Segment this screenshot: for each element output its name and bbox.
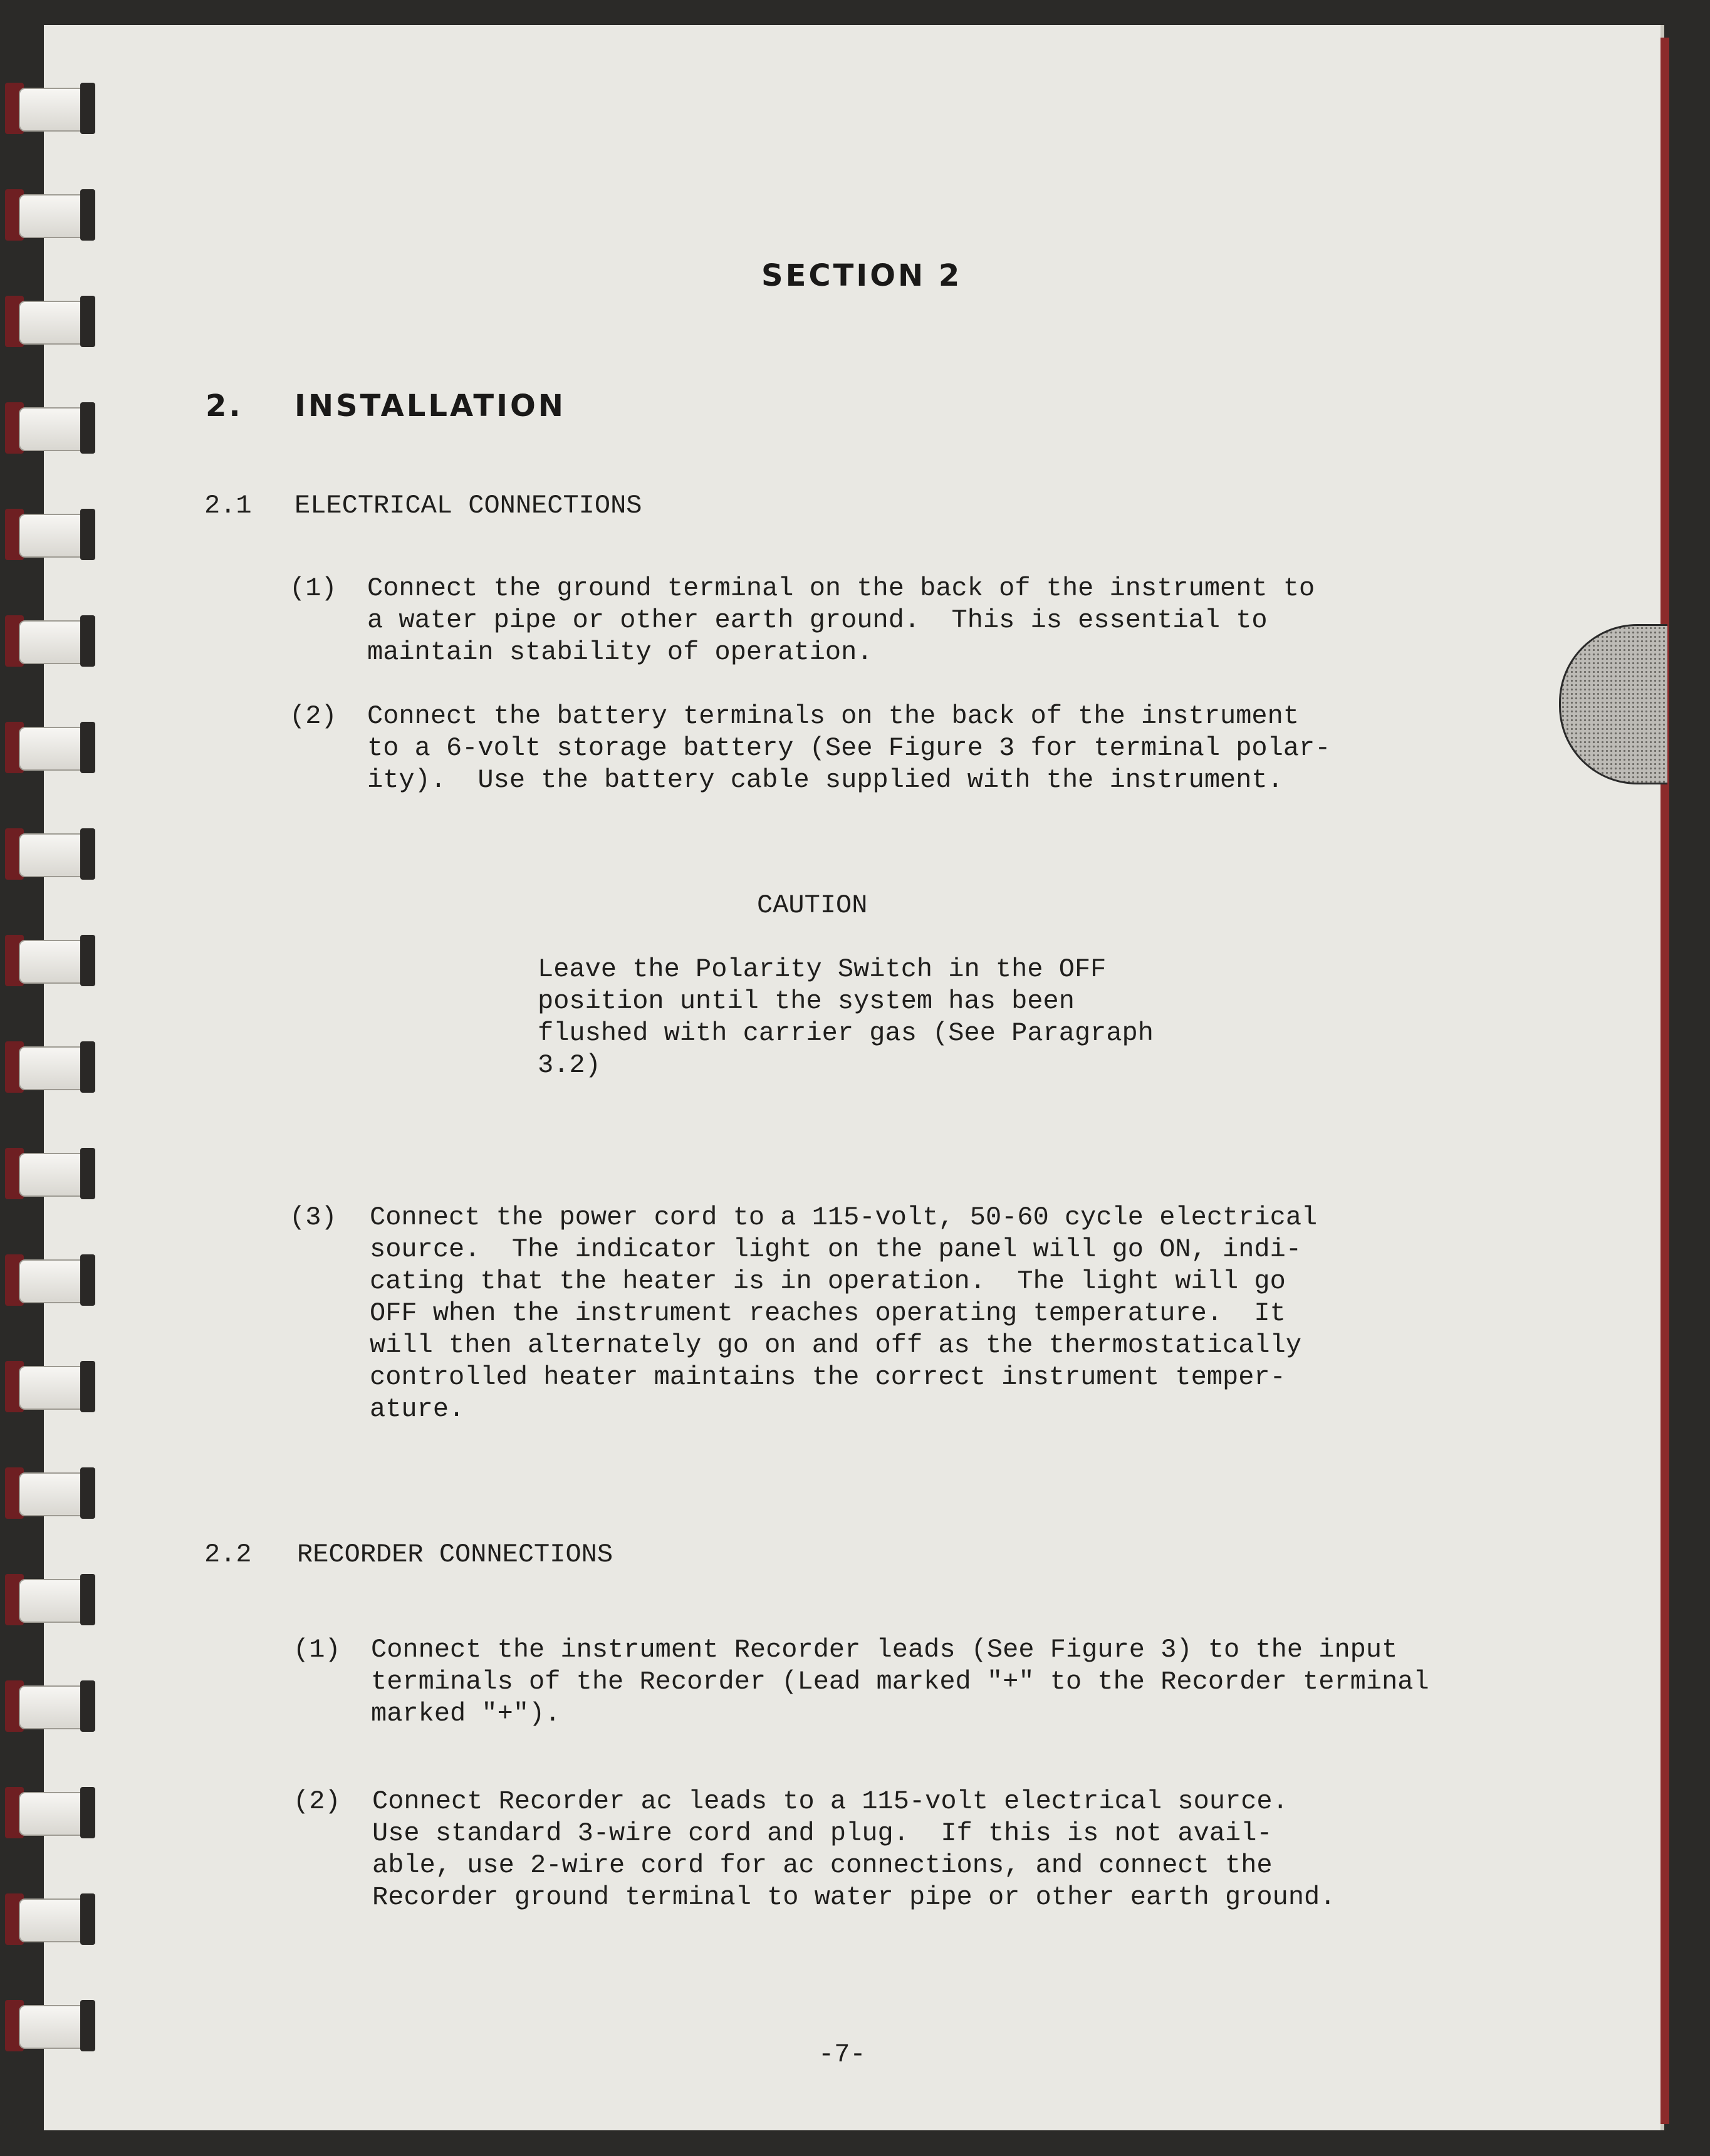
binding-ring: [5, 1574, 99, 1625]
binding-ring: [5, 1467, 99, 1519]
binding-ring: [5, 296, 99, 347]
binding-ring: [5, 402, 99, 454]
chapter-title: INSTALLATION: [295, 388, 566, 424]
step-label: (3): [289, 1202, 337, 1232]
section-title: SECTION 2: [761, 258, 962, 293]
step-text: Connect the battery terminals on the back of the instrument to a 6-volt storage battery (See Figure 3 for terminal polar- ity). Use the battery cable supplied with the instrument.: [367, 701, 1331, 795]
subsection-number: 2.2: [204, 1539, 252, 1570]
chapter-number: 2.: [206, 388, 243, 424]
step-text: Connect the power cord to a 115-volt, 50-60 cycle electrical source. The indicator light on the panel will go ON, indi- cating that the heater is in operation. The light will go OFF when the instrument reaches operating temperature. It will then alternately go on and off as the thermostatically controlled heater maintains the correct instrument temper- ature.: [370, 1202, 1318, 1424]
binding-ring: [5, 722, 99, 773]
subsection-title: RECORDER CONNECTIONS: [297, 1539, 613, 1570]
page-number: -7-: [818, 2039, 866, 2070]
caution-text: Leave the Polarity Switch in the OFF position until the system has been flushed with carrier gas (See Paragraph 3.2): [538, 954, 1154, 1080]
binding-ring: [5, 615, 99, 667]
step-label: (2): [293, 1786, 341, 1816]
binding-ring: [5, 1893, 99, 1945]
binding-ring: [5, 189, 99, 241]
binding-ring: [5, 1254, 99, 1306]
binding-ring: [5, 1361, 99, 1412]
step-text: Connect the ground terminal on the back of the instrument to a water pipe or other earth ground. This is essential to maintain stability of operation.: [367, 573, 1315, 667]
subsection-number: 2.1: [204, 491, 252, 521]
cover-edge: [1660, 38, 1669, 2124]
binding-ring: [5, 935, 99, 986]
step-text: Connect the instrument Recorder leads (See Figure 3) to the input terminals of the Recorder (Lead marked "+" to the Recorder terminal marked "+").: [371, 1635, 1429, 1729]
step-label: (1): [289, 573, 337, 603]
binding-ring: [5, 1041, 99, 1093]
binding-ring: [5, 828, 99, 880]
subsection-title: ELECTRICAL CONNECTIONS: [295, 491, 642, 521]
binding-ring: [5, 1148, 99, 1199]
caution-title: CAUTION: [757, 890, 868, 920]
step-label: (2): [289, 701, 337, 731]
step-text: Connect Recorder ac leads to a 115-volt electrical source. Use standard 3-wire cord and plug. If this is not avail- able, use 2-wire cord for ac connections, and connect the Recorder ground terminal to water pipe or other earth ground.: [372, 1786, 1336, 1912]
binding-ring: [5, 2000, 99, 2051]
binding-ring: [5, 1680, 99, 1732]
spiral-binding: [0, 0, 113, 2156]
binding-ring: [5, 83, 99, 134]
binding-ring: [5, 1787, 99, 1838]
binding-ring: [5, 509, 99, 560]
step-label: (1): [293, 1635, 341, 1665]
